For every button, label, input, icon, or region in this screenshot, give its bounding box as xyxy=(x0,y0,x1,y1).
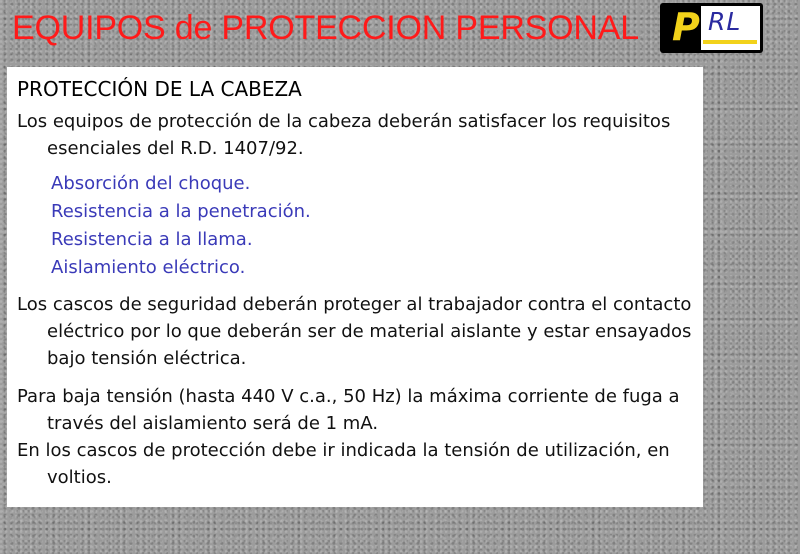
helmet-paragraph: Los cascos de seguridad deberán proteger al trabajador contra el contacto eléctrico por lo que deberán ser de material aislante y estar ensayados bajo tensión eléctrica. xyxy=(17,294,692,369)
low-voltage-paragraph: Para baja tensión (hasta 440 V c.a., 50 Hz) la máxima corriente de fuga a través del aislamiento será de 1 mA. xyxy=(17,386,680,434)
requirement-item-penetration: Resistencia a la penetración. xyxy=(51,201,311,222)
requirement-item-insulation: Aislamiento eléctrico. xyxy=(51,257,246,278)
logo-underline xyxy=(703,40,757,44)
prl-logo xyxy=(660,3,763,53)
logo-letter-p: P xyxy=(672,5,700,49)
section-heading: PROTECCIÓN DE LA CABEZA xyxy=(17,77,302,101)
intro-paragraph: Los equipos de protección de la cabeza deberán satisfacer los requisitos esenciales del R.D. 1407/92. xyxy=(17,111,671,159)
voltage-marking-paragraph: En los cascos de protección debe ir indicada la tensión de utilización, en voltios. xyxy=(17,440,670,488)
requirements-list xyxy=(17,170,703,282)
slide-title: EQUIPOS de PROTECCION PERSONAL xyxy=(12,9,639,47)
logo-text-rl: RL xyxy=(708,7,742,36)
requirement-item-impact: Absorción del choque. xyxy=(51,173,251,194)
requirement-item-flame: Resistencia a la llama. xyxy=(51,229,253,250)
content-panel xyxy=(7,67,703,507)
